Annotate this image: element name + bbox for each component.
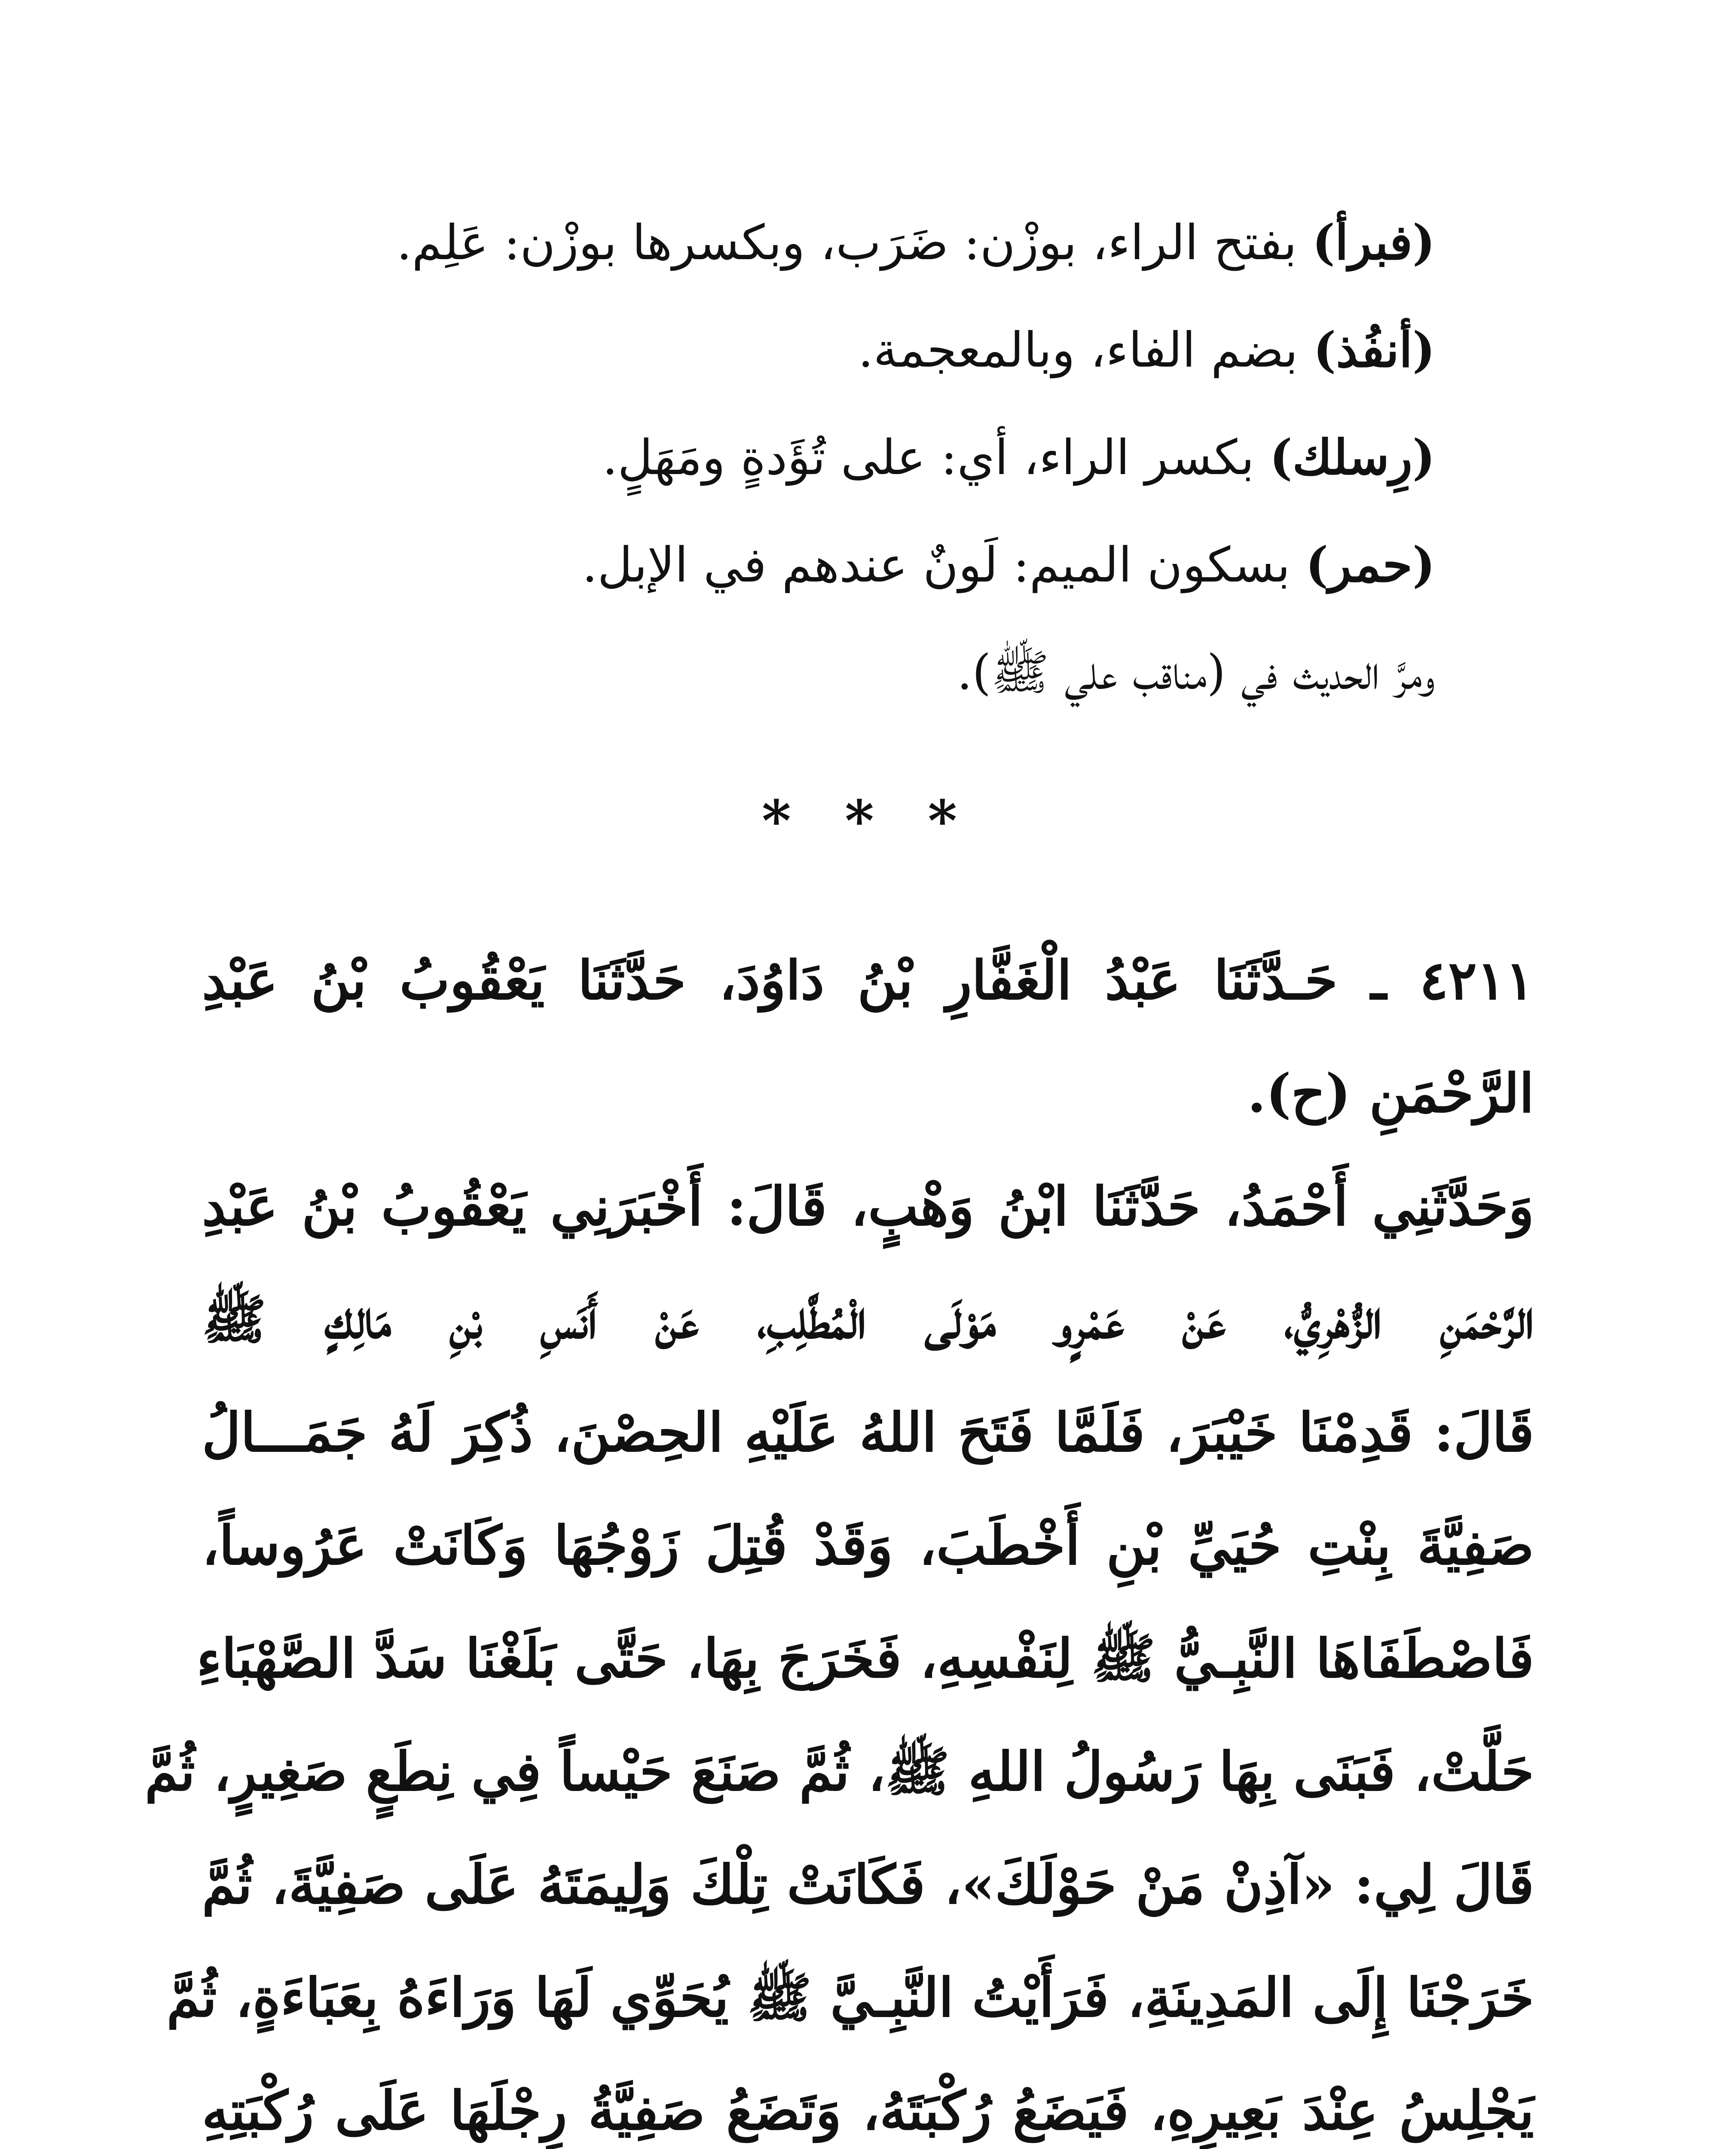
- note-text: بفتح الراء، بوزْن: ضَرَب، وبكسرها بوزْن: عَلِم.: [396, 215, 1312, 271]
- note-line-2: [275, 297, 1435, 404]
- note-term: (حمر): [1305, 537, 1435, 593]
- hadith-line: صَفِيَّةَ بِنْتِ حُيَيِّ بْنِ أَخْطَبَ، وَقَدْ قُتِلَ زَوْجُهَا وَكَانَتْ عَرُوساً،: [202, 1515, 1534, 1577]
- hadith-line: خَرَجْنَا إِلَى المَدِينَةِ، فَرَأَيْتُ النَّبِـيَّ ﷺ يُحَوِّي لَهَا وَرَاءَهُ بِعَبَاءَةٍ، ثُمَّ: [166, 1967, 1534, 2029]
- note-text: ومرَّ الحديث في (مناقب علي ﷺ).: [957, 645, 1435, 701]
- hadith-line: قَالَ: قَدِمْنَا خَيْبَرَ، فَلَمَّا فَتَحَ اللهُ عَلَيْهِ الحِصْنَ، ذُكِرَ لَهُ جَمَـــالُ: [202, 1402, 1534, 1464]
- section-separator: * * *: [761, 788, 975, 854]
- hadith-line: الرَّحْمَنِ (ح).: [1247, 1062, 1534, 1125]
- hadith-line: فَاصْطَفَاهَا النَّبِـيُّ ﷺ لِنَفْسِهِ، فَخَرَجَ بِهَا، حَتَّى بَلَغْنَا سَدَّ الصَّهْبَاءِ: [196, 1628, 1534, 1690]
- note-line-3: [275, 404, 1435, 511]
- note-text: بكسر الراء، أي: على تُؤَدةٍ ومَهَلٍ.: [602, 430, 1270, 486]
- note-text: بضم الفاء، وبالمعجمة.: [858, 322, 1314, 378]
- hadith-line: الرَّحْمَنِ الزُّهْرِيُّ، عَنْ عَمْرٍو مَوْلَى الْمُطَّلِبِ، عَنْ أَنَسِ بْنِ مَالِكٍ ﷺ: [202, 1289, 1534, 1351]
- hadith-line: يَجْلِسُ عِنْدَ بَعِيرِهِ، فَيَضَعُ رُكْبَتَهُ، وَتَضَعُ صَفِيَّةُ رِجْلَهَا عَلَى رُكْبَتِهِ: [202, 2080, 1534, 2142]
- note-line-4: [275, 511, 1435, 619]
- footnotes-section: [275, 189, 1435, 726]
- note-term: (أنفُذ): [1313, 322, 1435, 378]
- hadith-text: [144, 924, 1534, 2149]
- note-line-1: [275, 189, 1435, 297]
- note-text: بسكون الميم: لَونٌ عندهم في الإبل.: [582, 537, 1306, 593]
- note-term: (رِسلك): [1269, 429, 1435, 486]
- hadith-line: ٤٢١١ ـ حَـدَّثَنَا عَبْدُ الْغَفَّارِ بْنُ دَاوُدَ، حَدَّثَنَا يَعْقُوبُ بْنُ عَبْدِ: [202, 949, 1534, 1012]
- hadith-line: وَحَدَّثَنِي أَحْمَدُ، حَدَّثَنَا ابْنُ وَهْبٍ، قَالَ: أَخْبَرَنِي يَعْقُوبُ بْنُ عَبْدِ: [202, 1176, 1534, 1238]
- hadith-line: حَلَّتْ، فَبَنَى بِهَا رَسُولُ اللهِ ﷺ، ثُمَّ صَنَعَ حَيْساً فِي نِطَعٍ صَغِيرٍ، ثُمَّ: [144, 1741, 1534, 1803]
- note-term: (فبرأ): [1312, 214, 1435, 271]
- note-line-5: [275, 619, 1435, 726]
- hadith-line: قَالَ لِي: «آذِنْ مَنْ حَوْلَكَ»، فَكَانَتْ تِلْكَ وَلِيمَتَهُ عَلَى صَفِيَّةَ، ثُمَّ: [202, 1854, 1534, 1916]
